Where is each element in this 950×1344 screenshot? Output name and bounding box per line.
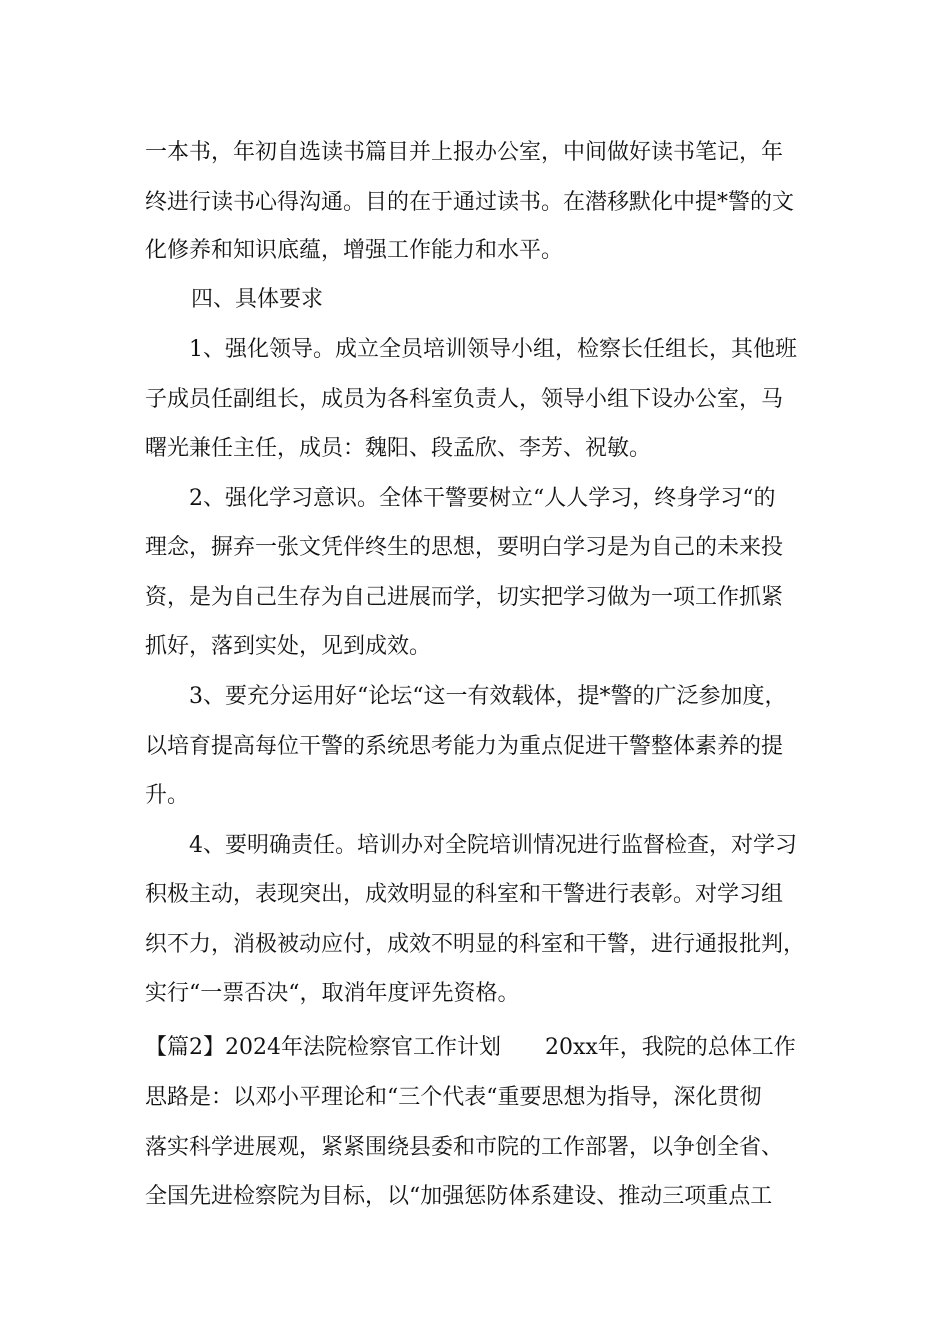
text-line: 思路是：以邓小平理论和“三个代表“重要思想为指导，深化贯彻 <box>145 1085 762 1110</box>
section-heading: 四、具体要求 <box>191 287 324 312</box>
text-line: 全国先进检察院为目标，以“加强惩防体系建设、推动三项重点工 <box>145 1184 773 1209</box>
text-line: 2、强化学习意识。全体干警要树立“人人学习，终身学习“的 <box>189 486 776 511</box>
text-line: 理念，摒弃一张文凭伴终生的思想，要明白学习是为自己的未来投 <box>145 535 784 560</box>
text-line: 落实科学进展观，紧紧围绕县委和市院的工作部署，以争创全省、 <box>145 1135 784 1160</box>
text-line: 3、要充分运用好“论坛“这一有效载体，提*警的广泛参加度， <box>189 684 787 709</box>
text-line: 曙光兼任主任，成员：魏阳、段孟欣、李芳、祝敏。 <box>145 436 652 461</box>
text-line: 4、要明确责任。培训办对全院培训情况进行监督检查，对学习 <box>189 833 797 858</box>
text-line: 以培育提高每位干警的系统思考能力为重点促进干警整体素养的提 <box>145 734 784 759</box>
text-line: 化修养和知识底蕴，增强工作能力和水平。 <box>145 238 564 263</box>
text-line: 1、强化领导。成立全员培训领导小组，检察长任组长，其他班 <box>189 337 797 362</box>
text-line: 资，是为自己生存为自己进展而学，切实把学习做为一项工作抓紧 <box>145 585 784 610</box>
text-line: 子成员任副组长，成员为各科室负责人，领导小组下设办公室，马 <box>145 387 784 412</box>
text-line: 终进行读书心得沟通。目的在于通过读书。在潜移默化中提*警的文 <box>145 190 795 215</box>
article-heading-line: 【篇2】2024年法院检察官工作计划 20xx年，我院的总体工作 <box>145 1035 796 1060</box>
text-line: 一本书，年初自选读书篇目并上报办公室，中间做好读书笔记，年 <box>145 140 784 165</box>
text-line: 实行“一票否决“，取消年度评先资格。 <box>145 981 520 1006</box>
text-line: 积极主动，表现突出，成效明显的科室和干警进行表彰。对学习组 <box>145 882 784 907</box>
text-line: 升。 <box>145 783 190 808</box>
text-line: 抓好，落到实处，见到成效。 <box>145 634 432 659</box>
text-line: 织不力，消极被动应付，成效不明显的科室和干警，进行通报批判， <box>145 932 806 957</box>
